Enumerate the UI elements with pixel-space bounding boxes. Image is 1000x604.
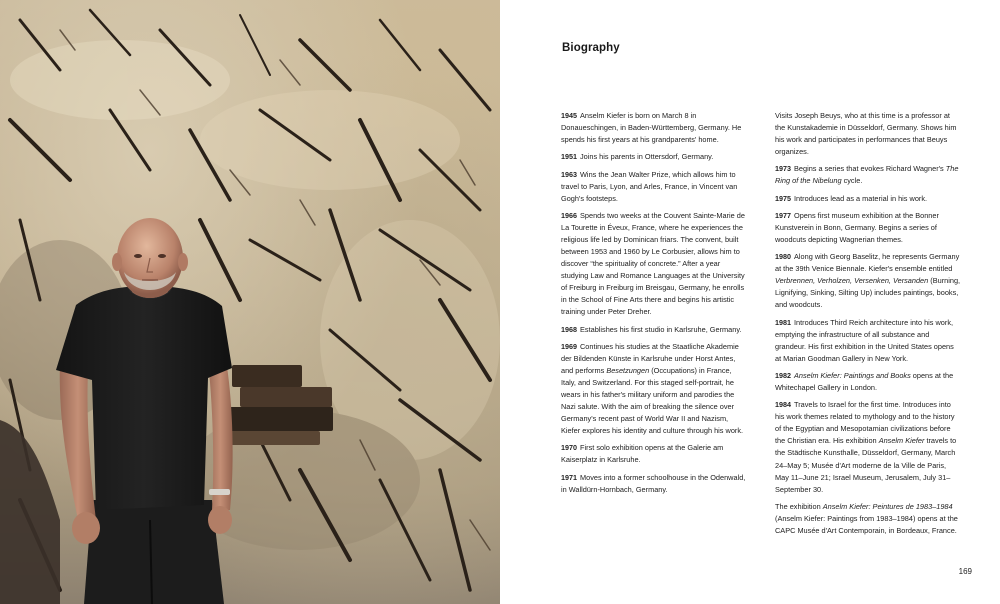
bio-entry-year: 1975 [775,193,791,203]
bio-entry-year: 1984 [775,400,791,410]
biography-column-right [775,110,961,542]
bio-entry [775,370,961,394]
page-title: Biography [562,42,620,54]
bio-entry-text: Introduces lead as a material in his work. [794,193,928,203]
bio-entry-text: travels to the Städtische Kunsthalle, Düsseldorf, Germany, March 24–May 5; Musée d'Art moderne de la Ville de Paris, May 11–June 21; Israel Museum, Jerusalem, July 31–September 30. [775,436,957,494]
bio-entry-text: First solo exhibition opens at the Galerie am Kaiserplatz in Karlsruhe. [561,443,724,465]
bio-entry-year: 1973 [775,164,791,174]
bio-entry-year: 1971 [561,472,577,482]
bio-entry [775,210,961,246]
bio-entry-text: Joins his parents in Ottersdorf, Germany. [580,152,714,162]
bio-entry-year: 1951 [561,152,577,162]
bio-entry [561,442,747,466]
bio-entry-text: cycle. [841,176,863,186]
bio-entry [561,151,747,163]
bio-entry [561,210,747,318]
bio-entry [775,399,961,495]
bio-entry-year: 1966 [561,210,577,220]
bio-entry [775,251,961,311]
bio-entry-text: Establishes his first studio in Karlsruhe, Germany. [580,324,742,334]
bio-entry-title-text: The Ring of the Nibelung [775,164,959,186]
bio-entry-year: 1982 [775,371,791,381]
bio-entry [561,324,747,336]
bio-entry-year: 1980 [775,252,791,262]
bio-entry-year: 1981 [775,317,791,327]
bio-entry-title-text: Anselm Kiefer [878,436,925,446]
bio-entry-year: 1968 [561,324,577,334]
bio-entry-text: Travels to Israel for the first time. Introduces into his work themes related to mythology and to the history of the Egyptian and Mesopotamian civilizations before the Christian era. His exhibition [775,400,955,446]
bio-entry [561,110,747,146]
bio-entry-text: opens at the Whitechapel Gallery in London. [775,371,954,393]
biography-page [500,0,1000,604]
bio-entry-title-text: Verbrennen, Verholzen, Versenken, Versanden [775,276,929,286]
bio-entry [561,169,747,205]
bio-entry-year: 1970 [561,443,577,453]
bio-entry-text: Along with Georg Baselitz, he represents Germany at the 39th Venice Biennale. Kiefer's ensemble entitled [775,252,960,274]
bio-entry-text: Moves into a former schoolhouse in the Odenwald, in Walldürn-Hornbach, Germany. [561,472,746,494]
bio-entry-text: Continues his studies at the Staatliche Akademie der Bildenden Künste in Karlsruhe under Horst Antes, and performs [561,341,739,375]
bio-entry-text: Begins a series that evokes Richard Wagner's [794,164,946,174]
bio-entry-text: Opens first museum exhibition at the Bonner Kunstverein in Bonn, Germany. Begins a series of woodcuts depicting Wagnerian themes. [775,210,939,244]
bio-entry-text: Wins the Jean Walter Prize, which allows him to travel to Paris, Lyon, and Arles, France, in Vincent van Gogh's footsteps. [561,169,738,203]
bio-entry-year: 1969 [561,341,577,351]
bio-entry [775,317,961,365]
bio-entry [561,341,747,437]
bio-entry [775,501,961,537]
bio-entry-title-text: Besetzungen [606,365,650,375]
page-number: 169 [958,567,972,576]
biography-column-left [561,110,747,501]
wooden-shelf [225,365,333,445]
bio-entry-text: The exhibition [775,501,823,511]
bio-entry-text: Anselm Kiefer is born on March 8 in Donaueschingen, in Baden-Württemberg, Germany. He spends his first years at his grandparents' home. [561,111,742,145]
bio-entry-text: (Anselm Kiefer: Paintings from 1983–1984) opens at the CAPC Musée d'Art Contemporain, in Bordeaux, France. [775,513,958,535]
bio-entry-text: Visits Joseph Beuys, who at this time is a professor at the Kunstakademie in Düsseldorf, Germany. Shows him his work and participates in performances that Beuys organizes. [775,111,957,157]
bio-entry-text: Spends two weeks at the Couvent Sainte-Marie de La Tourette in Éveux, France, where he experiences the religious life led by Dominican friars. The convent, built between 1953 and 1960 by Le Corbusier, allows him to discover “the spirituality of concrete.” After a year studying Law and Romance Languages at the University of Freiburg in Freiburg im Breisgau, Germany, he enrolls in the School of Fine Arts there and begins his artistic training under Peter Dreher. [561,210,745,317]
bio-entry [775,163,961,187]
bio-entry-year: 1977 [775,210,791,220]
bio-entry-text: Introduces Third Reich architecture into his work, emptying the infrastructure of all substance and grandeur. His first exhibition in the United States opens at Marian Goodman Gallery in New York. [775,317,954,363]
bio-entry [775,193,961,205]
bio-entry-year: 1945 [561,111,577,120]
bio-entry-text: (Burning, Lignifying, Sinking, Silting Up) includes paintings, books, and woodcuts. [775,276,961,310]
bio-entry-text: (Occupations) in France, Italy, and Switzerland. For this staged self-portrait, he wears in his father's military uniform and parodies the Nazi salute. With the aim of breaking the silence over Germany's recent past of World War II and Nazism, Kiefer explores his identity and culture through his work. [561,365,744,436]
bio-entry [561,472,747,496]
bio-entry-year: 1963 [561,169,577,179]
bio-entry [775,110,961,158]
bio-entry-title-text: Anselm Kiefer: Peintures de 1983–1984 [822,501,953,511]
bio-entry-title-text: Anselm Kiefer: Paintings and Books [794,371,911,381]
